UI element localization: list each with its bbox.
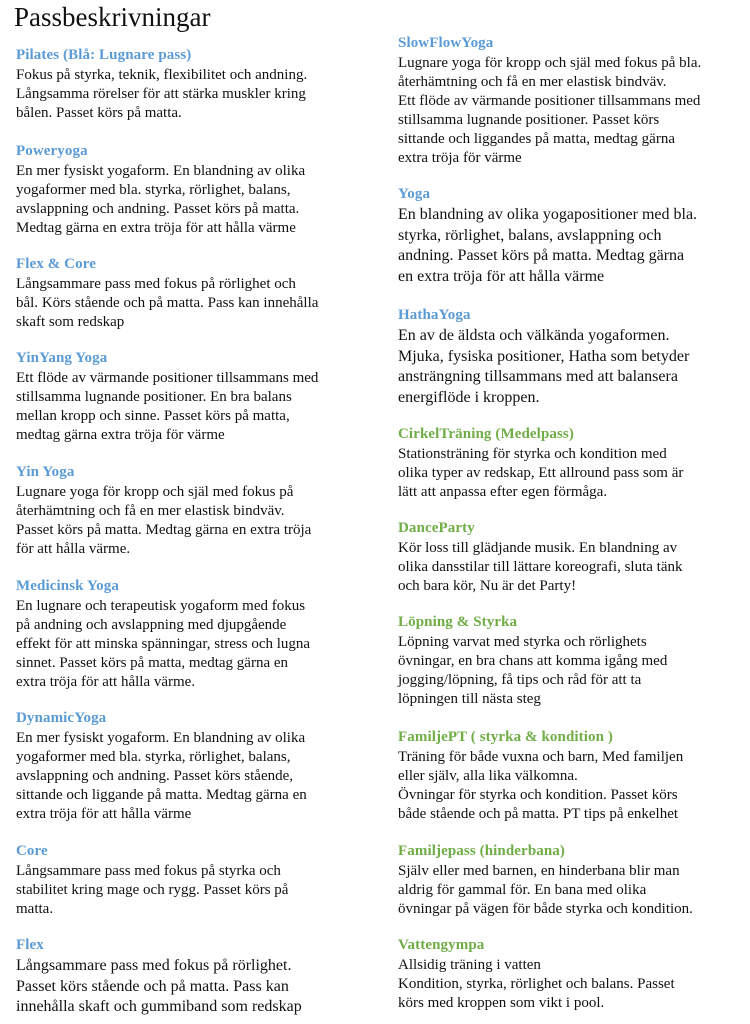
class-entry-familjept	[398, 729, 743, 824]
class-title: Vattengympa	[398, 937, 485, 953]
class-description: Långsammare pass med fokus på styrka och stabilitet kring mage och rygg. Passet körs på matta.	[16, 863, 289, 917]
class-title: DynamicYoga	[16, 710, 107, 726]
class-description: En av de äldsta och välkända yogaformen. Mjuka, fysiska positioner, Hatha som betyder ansträngning tillsammans med att balansera energiflöde i kroppen.	[398, 327, 690, 406]
class-description: En mer fysiskt yogaform. En blandning av olika yogaformer med bla. styrka, rörlighet, balans, avslappning och andning. Passet körs på matta. Medtag gärna en extra tröja för att hålla värme	[16, 163, 306, 236]
class-entry-cirkeltraning	[398, 426, 743, 502]
class-entry-familjepass	[398, 843, 743, 919]
class-entry-flex	[16, 937, 376, 1018]
class-description: Löpning varvat med styrka och rörlighets övningar, en bra chans att komma igång med jogging/löpning, få tips och råd för att ta löpningen till nästa steg	[398, 634, 668, 707]
page-title: Passbeskrivningar	[14, 2, 211, 32]
class-description: Träning för både vuxna och barn, Med familjen eller själv, alla lika välkomna. Övningar för styrka och kondition. Passet körs både stående och på matta. PT tips på enkelhet	[398, 749, 684, 822]
class-description: En blandning av olika yogapositioner med bla. styrka, rörlighet, balans, avslappning och andning. Passet körs på matta. Medtag gärna en extra tröja för att hålla värme	[398, 206, 698, 285]
class-entry-poweryoga	[16, 143, 376, 238]
class-entry-yinyang-yoga	[16, 350, 376, 445]
class-title: Pilates (Blå: Lugnare pass)	[16, 47, 192, 63]
class-entry-pilates	[16, 47, 376, 123]
class-entry-danceparty	[398, 520, 743, 596]
class-description: En mer fysiskt yogaform. En blandning av olika yogaformer med bla. styrka, rörlighet, balans, avslappning och andning. Passet körs stående, sittande och liggande på matta. Medtag gärna en extra tröja för att hålla värme	[16, 730, 307, 822]
class-title: Yoga	[398, 186, 431, 202]
class-description: Lugnare yoga för kropp och själ med fokus på återhämtning och få en mer elastisk bindväv. Passet körs på matta. Medtag gärna en extra tröja för att hålla värme.	[16, 484, 312, 557]
class-description: Kör loss till glädjande musik. En blandning av olika dansstilar till lättare koreografi, sluta tänk och bara kör, Nu är det Party!	[398, 540, 683, 594]
class-description: Stationsträning för styrka och kondition med olika typer av redskap, Ett allround pass som är lätt att anpassa efter egen förmåga.	[398, 446, 684, 500]
class-description: Lugnare yoga för kropp och själ med fokus på bla. återhämtning och få en mer elastisk bindväv. Ett flöde av värmande positioner tillsammans med stillsamma lugnande positioner. Passet körs sittande och liggandes på matta, medtag gärna extra tröja för värme	[398, 55, 702, 166]
class-description: Allsidig träning i vatten Kondition, styrka, rörlighet och balans. Passet körs med kroppen som vikt i pool.	[398, 957, 675, 1011]
class-description: En lugnare och terapeutisk yogaform med fokus på andning och avslappning med djupgående effekt för att minska spänningar, stress och lugna sinnet. Passet körs på matta, medtag gärna en extra tröja för att hålla värme.	[16, 598, 311, 690]
class-entry-lopning-styrka	[398, 614, 743, 709]
class-description: Ett flöde av värmande positioner tillsammans med stillsamma lugnande positioner. En bra balans mellan kropp och sinne. Passet körs på matta, medtag gärna extra tröja för värme	[16, 370, 319, 443]
class-entry-dynamicyoga	[16, 710, 376, 824]
class-description: Själv eller med barnen, en hinderbana blir man aldrig för gammal för. En bana med olika övningar på vägen för både styrka och kondition.	[398, 863, 693, 917]
class-title: SlowFlowYoga	[398, 35, 494, 51]
class-title: Familjepass (hinderbana)	[398, 843, 565, 859]
class-entry-hathayoga	[398, 307, 743, 408]
class-title: Yin Yoga	[16, 464, 75, 480]
class-title: Flex & Core	[16, 256, 96, 272]
class-title: FamiljePT ( styrka & kondition )	[398, 729, 614, 745]
class-entry-flex-core	[16, 256, 376, 332]
class-entry-core	[16, 843, 376, 919]
class-description: Långsammare pass med fokus på rörlighet. Passet körs stående och på matta. Pass kan innehålla skaft och gummiband som redskap	[16, 957, 302, 1015]
class-entry-slowflowyoga	[398, 35, 743, 168]
class-entry-yoga	[398, 186, 743, 287]
class-entry-vattengympa	[398, 937, 743, 1013]
class-title: Medicinsk Yoga	[16, 578, 119, 594]
class-title: Poweryoga	[16, 143, 88, 159]
class-entry-medicinsk-yoga	[16, 578, 376, 692]
class-title: CirkelTräning (Medelpass)	[398, 426, 574, 442]
class-description: Fokus på styrka, teknik, flexibilitet och andning. Långsamma rörelser för att stärka muskler kring bålen. Passet körs på matta.	[16, 67, 308, 121]
class-title: YinYang Yoga	[16, 350, 108, 366]
class-title: Löpning & Styrka	[398, 614, 518, 630]
class-title: HathaYoga	[398, 307, 471, 323]
class-title: Core	[16, 843, 48, 859]
class-title: DanceParty	[398, 520, 475, 536]
class-entry-yin-yoga	[16, 464, 376, 559]
class-description: Långsammare pass med fokus på rörlighet och bål. Körs stående och på matta. Pass kan innehålla skaft som redskap	[16, 276, 319, 330]
class-title: Flex	[16, 937, 44, 953]
